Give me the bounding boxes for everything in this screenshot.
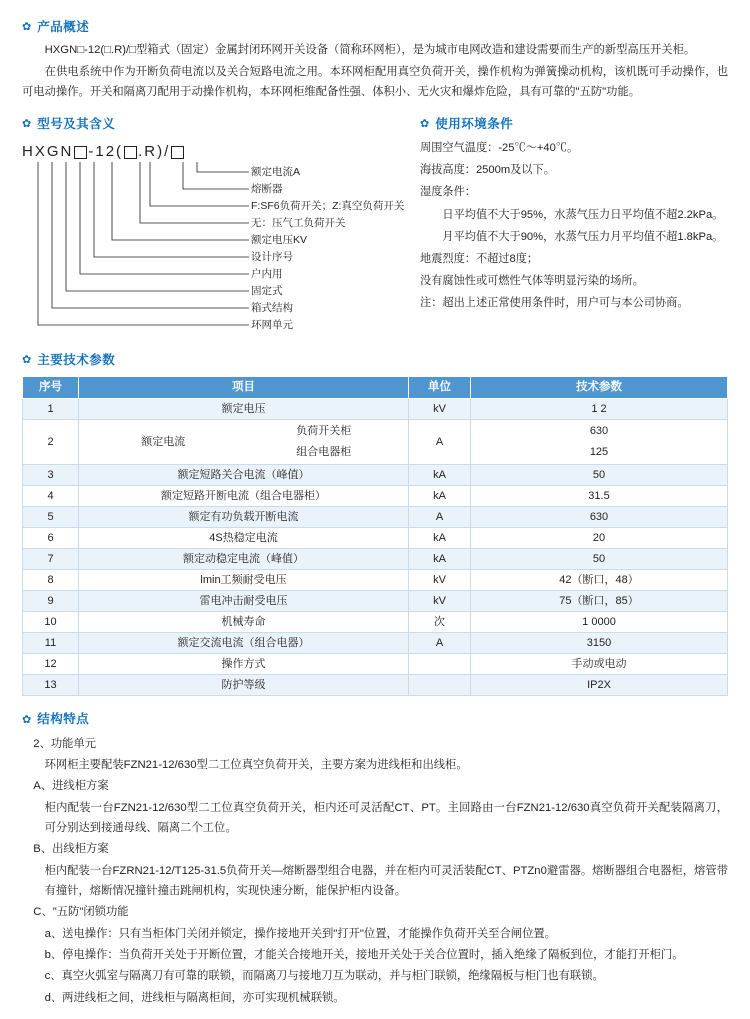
cell-unit [409,675,471,696]
cell-no: 8 [23,570,79,591]
env-line-seismic: 地震烈度：不超过8度； [420,252,539,265]
table-row [23,633,728,654]
table-col-unit: 单位 [409,377,471,399]
table-row [23,612,728,633]
structure-item: 环网柜主要配装FZN21-12/630型二工位真空负荷开关，主要方案为进线柜和出线柜。 [44,759,468,772]
cell-subvalue-2: 125 [589,446,609,459]
structure-item: 柜内配装一台FZN21-12/630型二工位真空负荷开关，柜内还可灵活配CT、PT。主回路由一台FZN21-12/630真空负荷开关配装隔离刀，可分别达到接通母线、隔离二个工位。 [44,801,728,835]
overview-paragraph-2: 在供电系统中作为开断负荷电流以及关合短路电流之用。本环网柜配用真空负荷开关，操作机构为弹簧操动机构，该机既可手动操作，也可电动操作。开关和隔离刀配用于动操作机构，本环网柜维配备性强、体积小、无火灾和爆炸危险，具有可靠的"五防"功能。 [22,66,728,98]
cell-no: 2 [23,420,79,465]
table-row [23,549,728,570]
model-legend-5: 设计序号 [251,251,293,264]
flower-bullet-icon: ✿ [22,21,32,34]
cell-unit: kV [409,399,471,420]
cell-no: 1 [23,399,79,420]
cell-value: 1 2 [471,399,728,420]
cell-unit: kA [409,528,471,549]
table-col-no: 序号 [23,377,79,399]
cell-item: 额定动稳定电流（峰值） [79,549,409,570]
environment-column [412,115,728,345]
cell-unit: A [409,420,471,465]
model-char-H: H [22,143,35,161]
cell-no: 6 [23,528,79,549]
env-humidity-daily: 日平均值不大于95%，水蒸气压力日平均值不超2.2kPa。 [442,208,724,221]
section-header-model [22,115,412,134]
cell-value: 75（断口，85） [471,591,728,612]
structure-item: 柜内配装一台FZRN21-12/T125-31.5负荷开关—熔断器型组合电器，并在柜内可灵活装配CT、PTZn0避雷器。熔断器组合电器柜，熔管带有撞针，熔断情况撞针撞击跳闸机构，实现快速分断，能保护柜内设备。 [44,864,728,898]
cell-no: 13 [23,675,79,696]
model-char-rparen: ) [157,143,165,161]
structure-item: c、真空火弧室与隔离刀有可靠的联锁，而隔离刀与接地刀互为联动，并与柜门联锁，绝缘隔板与柜门也有联锁。 [44,970,604,983]
section-header-environment [420,115,728,134]
cell-item: 防护等级 [79,675,409,696]
table-header-row [23,377,728,399]
table-row [23,591,728,612]
cell-value: 1 0000 [471,612,728,633]
model-char-12: -12( [88,143,124,161]
cell-value: 42（断口，48） [471,570,728,591]
model-char-dot: . [138,143,145,161]
flower-bullet-icon: ✿ [420,117,430,130]
model-column [22,115,412,345]
flower-bullet-icon: ✿ [22,117,32,130]
structure-item: 2、功能单元 [33,737,97,750]
structure-item: A、进线柜方案 [33,780,109,793]
cell-no: 5 [23,507,79,528]
cell-value: IP2X [471,675,728,696]
env-line-note: 注：超出上述正常使用条件时，用户可与本公司协商。 [420,297,689,310]
model-code-diagram [22,140,412,345]
model-char-X: X [34,143,47,161]
cell-value: 50 [471,549,728,570]
env-humidity-monthly: 月平均值不大于90%，水蒸气压力月平均值不超1.8kPa。 [442,230,724,243]
cell-unit: A [409,633,471,654]
table-row [23,465,728,486]
model-char-slash: / [164,143,171,161]
table-row [23,399,728,420]
table-col-item: 项目 [79,377,409,399]
env-line-temperature: 周围空气温度：-25℃～+40℃。 [420,142,579,155]
structure-item: C、"五防"闭锁功能 [33,906,129,919]
cell-item: 额定有功负载开断电流 [79,507,409,528]
model-legend-0: 额定电流A [251,166,301,179]
model-code-string [22,140,412,163]
model-char-G: G [46,143,61,161]
cell-no: 4 [23,486,79,507]
cell-item: 机械寿命 [79,612,409,633]
cell-item: 4S热稳定电流 [79,528,409,549]
section-title-structure: 结构特点 [37,712,90,727]
cell-no: 3 [23,465,79,486]
cell-no: 10 [23,612,79,633]
cell-item: 操作方式 [79,654,409,675]
cell-item [79,420,409,465]
cell-value [471,420,728,465]
table-row [23,570,728,591]
env-line-altitude: 海拔高度：2500m及以下。 [420,164,555,177]
table-row [23,507,728,528]
table-row [23,528,728,549]
section-title-environment: 使用环境条件 [435,116,514,131]
model-leader-lines [22,162,412,347]
section-title-tech: 主要技术参数 [37,353,116,368]
model-legend-7: 固定式 [251,285,283,298]
cell-value: 31.5 [471,486,728,507]
table-row [23,654,728,675]
env-line-pollution: 没有腐蚀性或可燃性气体等明显污染的场所。 [420,274,644,287]
cell-unit: kA [409,549,471,570]
cell-unit: kA [409,465,471,486]
cell-value: 3150 [471,633,728,654]
cell-value: 20 [471,528,728,549]
flower-bullet-icon: ✿ [22,354,32,367]
model-and-environment-row [22,115,728,345]
table-row [23,486,728,507]
cell-no: 11 [23,633,79,654]
cell-value: 手动或电动 [471,654,728,675]
table-row [23,675,728,696]
cell-item: 额定短路开断电流（组合电器柜） [79,486,409,507]
cell-unit: kV [409,570,471,591]
cell-no: 9 [23,591,79,612]
model-placeholder-box-3 [171,146,184,159]
model-char-N: N [60,143,74,161]
cell-unit [409,654,471,675]
model-legend-2: F:SF6负荷开关；Z:真空负荷开关 [251,200,405,213]
structure-item: b、停电操作：当负荷开关处于开断位置，才能关合接地开关，接地开关处于关合位置时，插入绝缘了隔板到位，才能打开柜门。 [44,949,684,962]
model-legend-9: 环网单元 [251,319,293,332]
cell-item-label: 额定电流 [141,435,186,448]
structure-item: a、送电操作：只有当柜体门关闭并锁定，操作接地开关到"打开"位置，才能操作负荷开关至合闸位置。 [44,927,556,940]
cell-item: 额定交流电流（组合电器） [79,633,409,654]
section-title-overview: 产品概述 [37,20,90,34]
env-line-humidity-title: 湿度条件： [420,186,476,199]
section-header-structure [22,710,728,729]
model-placeholder-box-2 [124,146,137,159]
table-col-value: 技术参数 [471,377,728,399]
cell-item: 雷电冲击耐受电压 [79,591,409,612]
structure-item: d、两进线柜之间，进线柜与隔离柜间，亦可实现机械联锁。 [44,991,345,1004]
cell-unit: A [409,507,471,528]
tech-parameters-table [22,376,728,696]
cell-no: 7 [23,549,79,570]
flower-bullet-icon: ✿ [22,713,32,726]
model-legend-4: 额定电压KV [251,234,308,247]
section-header-tech [22,351,728,370]
cell-unit: kV [409,591,471,612]
cell-item: 额定短路关合电流（峰值） [79,465,409,486]
structure-feature-list [22,734,728,1008]
table-row [23,420,728,465]
cell-value: 630 [471,507,728,528]
section-header-overview [22,18,728,37]
section-title-model: 型号及其含义 [37,116,116,131]
model-legend-6: 户内用 [251,268,283,281]
cell-unit: kA [409,486,471,507]
cell-unit: 次 [409,612,471,633]
structure-item: B、出线柜方案 [33,843,109,856]
model-char-R: R [144,143,158,161]
model-legend-8: 箱式结构 [251,302,293,315]
cell-item: lmin工频耐受电压 [79,570,409,591]
cell-value: 50 [471,465,728,486]
overview-paragraph-1: HXGN□-12(□.R)/□型箱式（固定）金属封闭环网开关设备（简称环网柜），是为城市电网改造和建设需要而生产的新型高压开关柜。 [44,44,696,57]
cell-item: 额定电压 [79,399,409,420]
cell-no: 12 [23,654,79,675]
model-legend-3: 无：压气工负荷开关 [251,217,346,230]
model-legend-1: 熔断器 [251,183,283,196]
cell-subitem-2: 组合电器柜 [296,446,352,459]
cell-subitem-1: 负荷开关柜 [296,425,352,438]
model-placeholder-box-1 [74,146,87,159]
cell-subvalue-1: 630 [589,425,609,438]
